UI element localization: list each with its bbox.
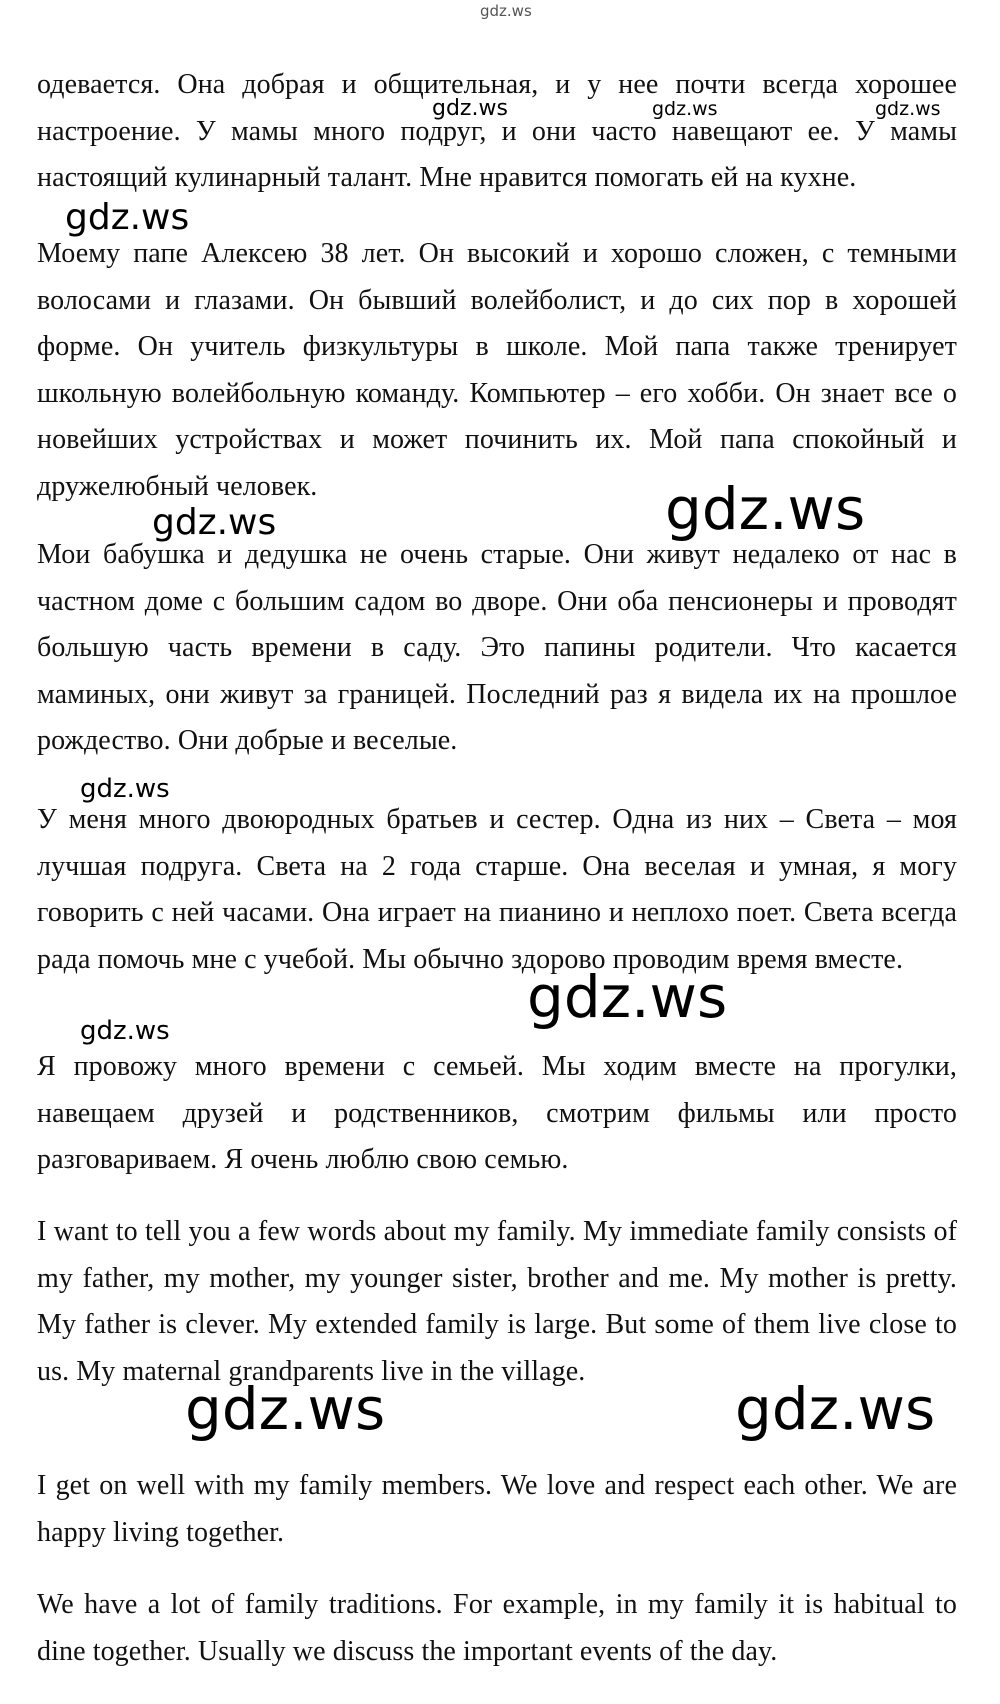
paragraph-english-family: I want to tell you a few words about my family. My immediate family consists of my father, my mother, my younger sister, brother and me. My mother is pretty. My father is clever. My extended family is large. But some of them live close to us. My maternal grandparents live in the village. [37, 1216, 957, 1387]
paragraph-english-traditions: We have a lot of family traditions. For example, in my family it is habitual to dine together. Usually we discuss the important events of the day. [37, 1589, 957, 1667]
watermark-logo: gdz.ws [652, 98, 718, 120]
watermark-logo: gdz.ws [65, 197, 190, 238]
watermark-logo: gdz.ws [527, 963, 728, 1031]
watermark-logo: gdz.ws [152, 502, 277, 543]
watermark-logo: gdz.ws [480, 2, 532, 20]
paragraph-english-relations: I get on well with my family members. We love and respect each other. We are happy living together. [37, 1470, 957, 1548]
watermark-logo: gdz.ws [665, 475, 866, 543]
watermark-logo: gdz.ws [875, 98, 941, 120]
watermark-logo: gdz.ws [432, 96, 508, 121]
watermark-logo: gdz.ws [80, 1016, 170, 1046]
watermark-logo: gdz.ws [80, 774, 170, 804]
paragraph-father: Моему папе Алексею 38 лет. Он высокий и хорошо сложен, с темными волосами и глазами. Он бывший волейболист, и до сих пор в хорошей форме. Он учитель физкультуры в школе. Мой папа также тренирует школьную волейбольную команду. Компьютер – его хобби. Он знает все о новейших устройствах и может починить их. Мой папа спокойный и дружелюбный человек. [37, 238, 957, 502]
watermark-logo: gdz.ws [735, 1375, 936, 1443]
paragraph-mother-continued: одевается. Она добрая и общительная, и у нее почти всегда хорошее настроение. У мамы много подруг, и они часто навещают ее. У мамы настоящий кулинарный талант. Мне нравится помогать ей на кухне. [37, 69, 957, 193]
watermark-logo: gdz.ws [185, 1375, 386, 1443]
paragraph-grandparents: Мои бабушка и дедушка не очень старые. Они живут недалеко от нас в частном доме с большим садом во дворе. Они оба пенсионеры и проводят большую часть времени в саду. Это папины родители. Что касается маминых, они живут за границей. Последний раз я видела их на прошлое рождество. Они добрые и веселые. [37, 539, 957, 756]
paragraph-family-time: Я провожу много времени с семьей. Мы ходим вместе на прогулки, навещаем друзей и родственников, смотрим фильмы или просто разговариваем. Я очень люблю свою семью. [37, 1051, 957, 1175]
paragraph-cousins: У меня много двоюродных братьев и сестер. Одна из них – Света – моя лучшая подруга. Света на 2 года старше. Она веселая и умная, я могу говорить с ней часами. Она играет на пианино и неплохо поет. Света всегда рада помочь мне с учебой. Мы обычно здорово проводим время вместе. [37, 804, 957, 975]
